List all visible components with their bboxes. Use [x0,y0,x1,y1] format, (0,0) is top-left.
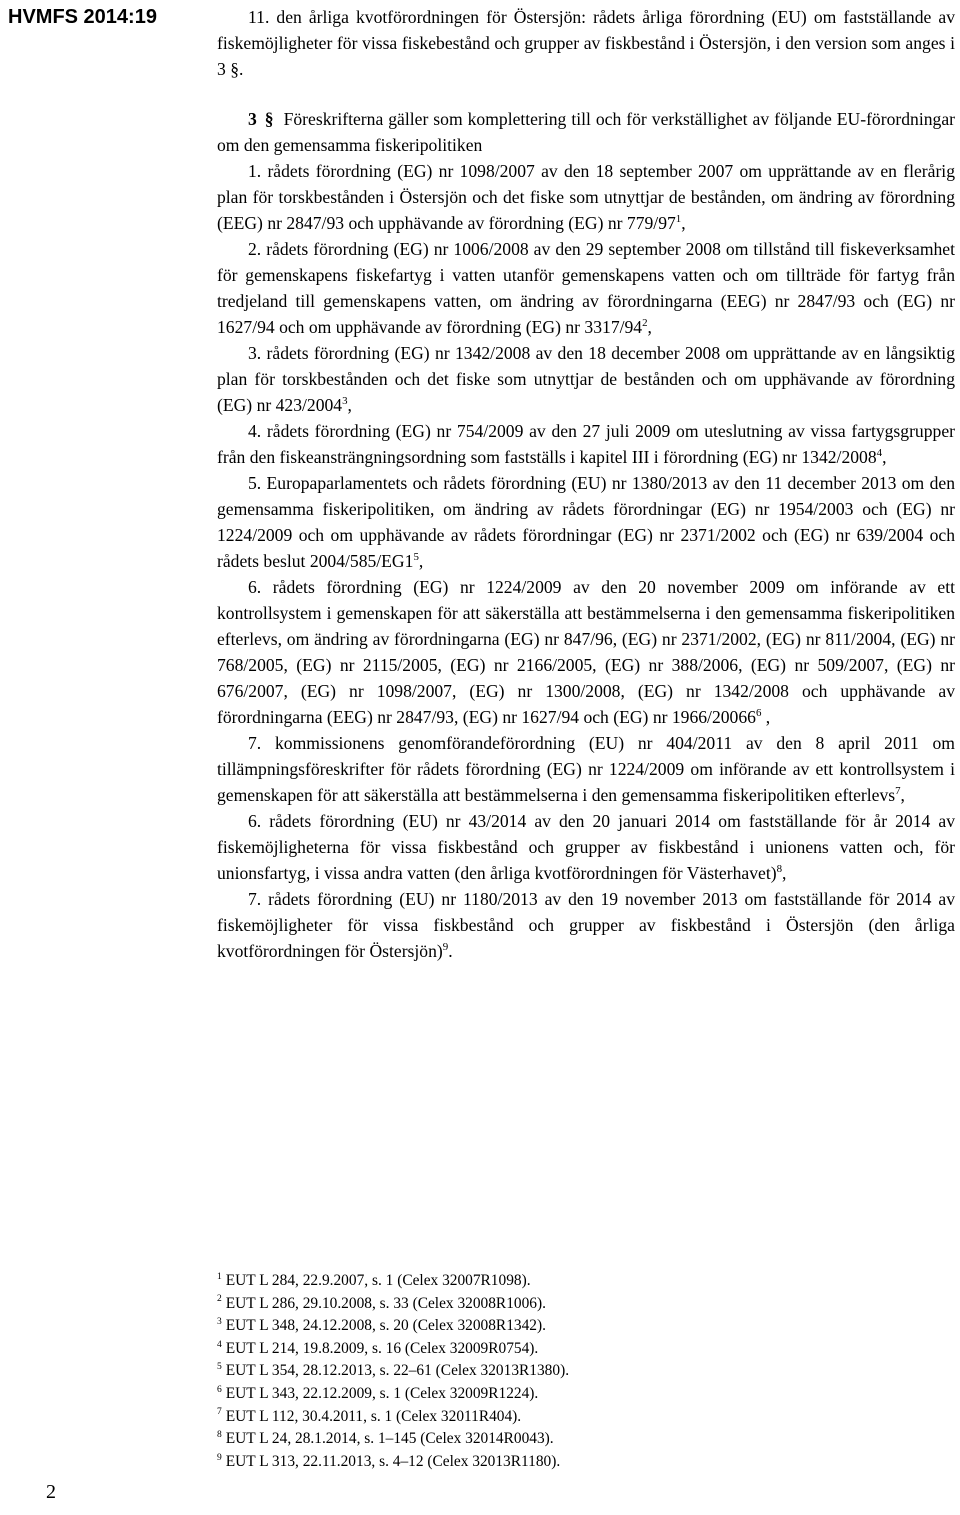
footnote-text: EUT L 348, 24.12.2008, s. 20 (Celex 32008R1342). [225,1317,546,1335]
page-number: 2 [46,1481,56,1503]
footnote-ref[interactable]: 3 [342,395,348,408]
regulation-item-punct: , [347,395,352,415]
regulation-item [217,730,955,808]
document-code-header: HVMFS 2014:19 [8,6,157,28]
footnote-ref[interactable]: 6 [755,707,762,720]
regulation-item-punct: . [448,941,453,961]
section-text: Föreskrifterna gäller som komplettering till och för verkställighet av följande EU-förordningar om den gemensamma fiskeripolitiken [217,109,955,155]
footnote-text: EUT L 24, 28.1.2014, s. 1–145 (Celex 32014R0043). [225,1430,554,1448]
regulation-item [217,340,955,418]
regulation-item [217,418,955,470]
footnote-number: 1 [217,1270,222,1282]
footnote-text: EUT L 354, 28.12.2013, s. 22–61 (Celex 32013R1380). [225,1362,570,1380]
footnote-ref[interactable]: 4 [876,447,883,460]
footnote [217,1451,917,1474]
regulation-item-text: 1. rådets förordning (EG) nr 1098/2007 av den 18 september 2007 om upprättande av en flerårig plan för torskbestånden i Östersjön och det fiske som utnyttjar de bestånden, om ändring av förordning (EEG) nr 2847/93 och upphävande av förordning (EG) nr 779/97 [217,161,955,233]
footnote-number: 6 [217,1383,222,1395]
regulation-item-punct: , [681,213,686,233]
section-symbol: § [264,109,274,129]
regulation-item [217,808,955,886]
regulation-body [217,4,955,964]
footnote [217,1293,917,1316]
footnote-text: EUT L 284, 22.9.2007, s. 1 (Celex 32007R1098). [225,1272,531,1289]
regulation-item-text: 7. kommissionens genomförandeförordning (EU) nr 404/2011 av den 8 april 2011 om tillämpningsföreskrifter för rådets förordning (EG) nr 1224/2009 om införande av ett kontrollsystem i gemenskapen för att säkerställa att bestämmelserna i den gemensamma fiskeripolitiken efterlevs [217,733,955,805]
regulation-item-punct: , [418,551,424,571]
footnote-number: 7 [217,1406,222,1418]
regulation-item-punct: , [761,707,771,727]
footnote-number: 5 [217,1361,222,1373]
footnote [217,1315,917,1338]
footnote-text: EUT L 313, 22.11.2013, s. 4–12 (Celex 32013R1180). [225,1452,561,1470]
regulation-item-punct: , [782,863,787,883]
footnote-ref[interactable]: 9 [442,941,449,954]
intro-list-item: 11. den årliga kvotförordningen för Östersjön: rådets årliga förordning (EU) om fastställande av fiskemöjligheter för vissa fiskebestånd och grupper av fiskbestånd i Östersjön, i den version som anges i 3 §. [217,7,955,79]
footnote [217,1428,917,1451]
section-number: 3 [248,109,257,129]
footnote-ref[interactable]: 7 [895,785,901,798]
regulation-item-punct: , [882,447,887,467]
footnote-text: EUT L 343, 22.12.2009, s. 1 (Celex 32009R1224). [225,1384,539,1402]
regulation-item-text: 7. rådets förordning (EU) nr 1180/2013 av den 19 november 2013 om fastställande för 2014 av fiskemöjligheter för vissa fiskbestånd och grupper av fiskbestånd i Östersjön (den årliga kvotförordningen för Östersjön) [217,889,955,961]
footnote [217,1270,917,1293]
regulation-item [217,236,955,340]
footnote-ref[interactable]: 5 [413,551,419,564]
footnote-text: EUT L 286, 29.10.2008, s. 33 (Celex 32008R1006). [225,1294,546,1312]
footnote-number: 3 [217,1316,222,1328]
regulation-item-text: 6. rådets förordning (EG) nr 1224/2009 av den 20 november 2009 om införande av ett kontrollsystem i gemenskapen för att säkerställa att bestämmelserna i den gemensamma fiskeripolitiken efterlevs, om ändring av förordningarna (EG) nr 847/96, (EG) nr 2371/2002, (EG) nr 811/2004, (EG) nr 768/2005, (EG) nr 2115/2005, (EG) nr 2166/2005, (EG) nr 388/2006, (EG) nr 509/2007, (EG) nr 676/2007, (EG) nr 1098/2007, (EG) nr 1300/2008, (EG) nr 1342/2008 och upphävande av förordningarna (EEG) nr 2847/93, (EG) nr 1627/94 och (EG) nr 1966/20066 [217,577,955,727]
regulation-item [217,158,955,236]
regulation-item [217,886,955,964]
footnote-ref[interactable]: 1 [675,213,682,226]
regulation-item-punct: , [647,317,652,337]
footnote-ref[interactable]: 2 [642,317,648,330]
footnote-number: 4 [217,1338,222,1350]
regulation-item-text: 6. rådets förordning (EU) nr 43/2014 av den 20 januari 2014 om fastställande för år 2014 av fiskemöjligheterna för vissa fiskbestånd och grupper av fiskbestånd i unionens vatten och, för unionsfartyg, i vissa andra vatten (den årliga kvotförordningen för Västerhavet) [217,811,955,883]
footnote-number: 8 [217,1429,222,1441]
regulation-item-text: 5. Europaparlamentets och rådets förordning (EU) nr 1380/2013 av den 11 december 2013 om den gemensamma fiskeripolitiken, om ändring av rådets förordningar (EG) nr 1954/2003 och (EG) nr 1224/2009 och om upphävande av rådets förordningar (EG) nr 2371/2002 och (EG) nr 639/2004 och rådets beslut 2004/585/EG1 [217,473,955,571]
regulation-item-text: 4. rådets förordning (EG) nr 754/2009 av den 27 juli 2009 om uteslutning av vissa fartygsgrupper från den fiskeansträngningsordning som fastställs i kapitel III i förordning (EG) nr 1342/2008 [217,421,955,467]
footnote-ref[interactable]: 8 [776,863,783,876]
footnote [217,1383,917,1406]
regulation-item-punct: , [900,785,905,805]
footnote [217,1406,917,1429]
footnotes [217,1270,917,1473]
footnote-number: 9 [217,1451,222,1463]
regulation-item [217,574,955,730]
section-3-paragraph [217,106,955,158]
footnote-text: EUT L 214, 19.8.2009, s. 16 (Celex 32009R0754). [225,1339,539,1357]
regulation-item-text: 3. rådets förordning (EG) nr 1342/2008 av den 18 december 2008 om upprättande av en långsiktig plan för torskbestånden och det fiske som utnyttjar de bestånden och om upphävande av förordning (EG) nr 423/2004 [217,343,955,415]
footnote [217,1360,917,1383]
regulation-item-text: 2. rådets förordning (EG) nr 1006/2008 av den 29 september 2008 om tillstånd till fiskeverksamhet för gemenskapens fiskefartyg i vatten utanför gemenskapens vatten och om tillträde för fartyg från tredjeland till gemenskapens vatten, om ändring av förordningarna (EEG) nr 2847/93 och (EG) nr 1627/94 och om upphävande av förordning (EG) nr 3317/94 [217,239,955,337]
footnote [217,1338,917,1361]
footnote-number: 2 [217,1293,222,1305]
regulation-item [217,470,955,574]
footnote-text: EUT L 112, 30.4.2011, s. 1 (Celex 32011R404). [225,1407,522,1425]
